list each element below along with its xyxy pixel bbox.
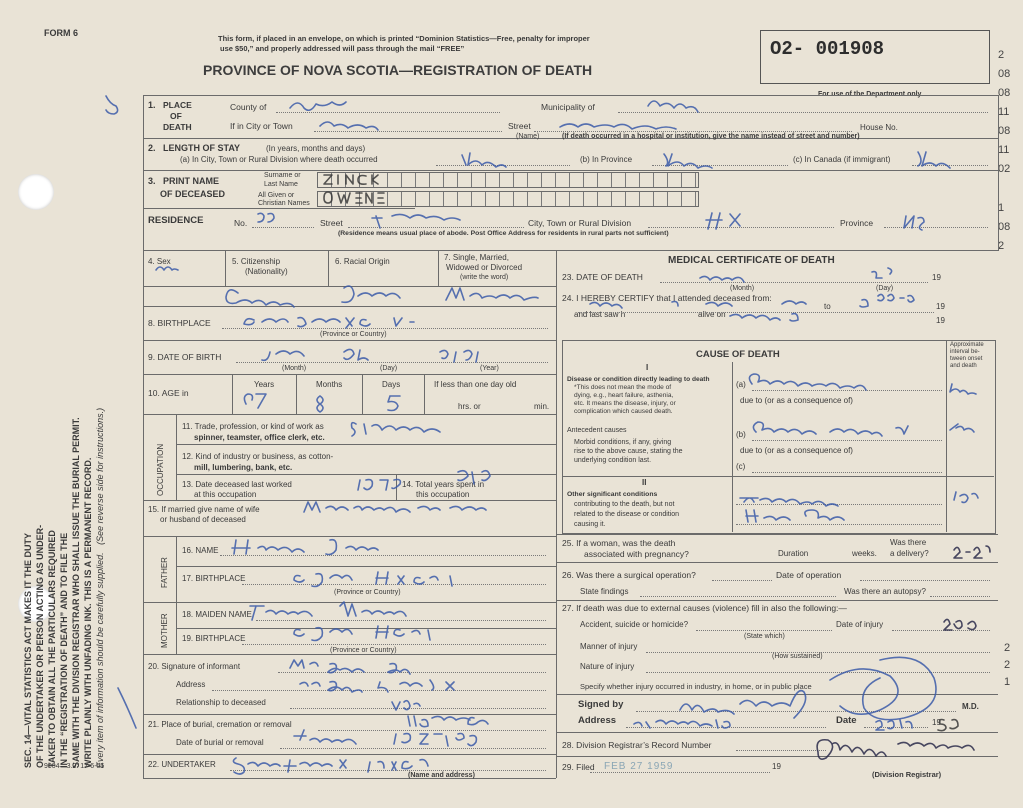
other-conditions-label: Other significant conditions <box>567 491 658 498</box>
line <box>578 312 934 313</box>
rule <box>556 562 998 563</box>
line <box>256 620 546 621</box>
rule <box>562 476 994 477</box>
handwriting-death-date <box>700 268 892 282</box>
handwriting-father-name <box>232 540 378 555</box>
handwriting-sex <box>156 267 178 270</box>
margin-number: 2 <box>1004 659 1011 671</box>
line <box>236 362 548 363</box>
date-operation-label: Date of operation <box>776 570 842 580</box>
line <box>752 440 942 441</box>
side-line: IN THE “REGISTRATION OF DEATH” AND TO FILE THE <box>59 532 69 768</box>
field-18-label: 18. MAIDEN NAME <box>182 610 252 619</box>
state-which-hint: (State which) <box>744 633 785 640</box>
rule <box>176 536 177 602</box>
line <box>222 328 548 329</box>
margin-pen-mark-1 <box>106 96 118 114</box>
dod-day-hint: (Day) <box>876 285 894 292</box>
rule <box>143 754 556 755</box>
other-note-1: contributing to the death, but not <box>574 501 675 508</box>
surname-boxes <box>317 172 699 188</box>
field-24-year-b: 19 <box>936 316 945 325</box>
side-line: Every item of information should be carefully supplied. <box>95 552 105 768</box>
form-title: PROVINCE OF NOVA SCOTIA—REGISTRATION OF DEATH <box>203 62 593 78</box>
manner-label: Manner of injury <box>580 642 638 651</box>
field-7-label-b: Widowed or Divorced <box>446 263 523 272</box>
margin-number: 2 <box>1004 642 1011 654</box>
rule <box>556 756 998 757</box>
field-15-label-b: or husband of deceased <box>160 515 246 524</box>
disease-note-2: dying, e.g., heart failure, asthenia, <box>574 392 674 399</box>
handwriting-age-days <box>388 396 400 411</box>
margin-number: 2 <box>998 240 1005 252</box>
line <box>220 555 546 556</box>
margin-number: 11 <box>998 106 1010 118</box>
handwriting-last-seen <box>730 314 798 321</box>
rule <box>143 778 556 779</box>
margin-number: 02 <box>998 163 1011 175</box>
nature-label: Nature of injury <box>580 662 635 671</box>
rule <box>296 374 297 414</box>
handwriting-street <box>560 124 676 129</box>
side-line: SEC. 14—VITAL STATISTICS ACT MAKES IT THE DUTY <box>23 532 33 768</box>
rule <box>143 714 556 715</box>
residence-no-label: No. <box>234 218 248 228</box>
handwriting-last-worked <box>358 480 400 491</box>
handwriting-racial-origin <box>342 286 400 302</box>
handwriting-cert-date <box>876 720 912 730</box>
handwriting-occupation <box>352 423 441 436</box>
disease-note-4: complication which caused death. <box>574 408 673 415</box>
certifier-address-label: Address <box>578 715 617 726</box>
handwriting-burial <box>408 716 488 727</box>
line <box>912 165 988 166</box>
side-line: WRITE PLAINLY WITH UNFADING INK. THIS IS A PERMANENT RECORD. <box>83 457 93 768</box>
field-17-hint: (Province or Country) <box>334 589 401 596</box>
field-22-label: 22. UNDERTAKER <box>148 760 216 769</box>
field-25-label-a: 25. If a woman, was the death <box>562 538 676 548</box>
field-20-address-label: Address <box>176 680 206 689</box>
rule <box>176 444 556 445</box>
field-1-number: 1. <box>148 100 156 110</box>
rule <box>143 250 998 251</box>
residence-street-label: Street <box>320 218 343 228</box>
field-24-to: to <box>824 302 831 311</box>
line <box>290 708 546 709</box>
line <box>278 672 546 673</box>
certifier-date-label: Date <box>836 715 857 726</box>
antecedent-note-3: underlying condition last. <box>574 457 652 464</box>
envelope-note-2: use $50,” and properly addressed will pass through the mail “FREE” <box>220 44 465 53</box>
antecedent-label: Antecedent causes <box>567 427 627 434</box>
field-24-year-a: 19 <box>936 302 945 311</box>
handwriting-attended-range <box>878 294 914 302</box>
field-11-label-a: 11. Trade, profession, or kind of work as <box>182 422 324 431</box>
field-3-number: 3. <box>148 176 156 186</box>
rule <box>732 362 733 532</box>
handwriting-burial-date <box>294 730 476 746</box>
punch-hole-top <box>18 174 54 210</box>
handwriting-age-years <box>244 394 266 408</box>
field-22-hint: (Name and address) <box>408 772 475 779</box>
rule <box>424 374 425 414</box>
line <box>884 227 988 228</box>
residence-label: RESIDENCE <box>148 215 204 226</box>
field-3-label-a: PRINT NAME <box>163 176 219 186</box>
rule <box>143 536 556 537</box>
disease-note-1: *This does not mean the mode of <box>574 384 672 391</box>
handwriting-injury-date <box>944 619 976 630</box>
autopsy-label: Was there an autopsy? <box>844 587 926 596</box>
margin-numbers-top <box>998 46 1010 256</box>
line <box>640 596 836 597</box>
line <box>314 131 502 132</box>
field-12-label-b: mill, lumbering, bank, etc. <box>194 463 293 472</box>
line <box>276 112 500 113</box>
mother-side-label: MOTHER <box>160 613 169 648</box>
side-footnote-row <box>94 408 106 768</box>
line <box>636 711 956 712</box>
field-13-label-b: at this occupation <box>194 490 257 499</box>
field-25-label-b: associated with pregnancy? <box>584 549 689 559</box>
rule <box>176 414 177 500</box>
interval-header-b: interval be- <box>950 349 980 355</box>
line <box>736 524 942 525</box>
line <box>864 727 928 728</box>
rule <box>143 602 556 603</box>
line <box>736 750 826 751</box>
line <box>736 504 942 505</box>
margin-number: 08 <box>998 221 1011 233</box>
delivery-label-a: Was there <box>890 538 927 547</box>
handwriting-county <box>290 102 346 110</box>
residence-note: (Residence means usual place of abode. Post Office Address for residents in rural parts not sufficient) <box>338 230 669 237</box>
envelope-note-1: This form, if placed in an envelope, on which is printed “Dominion Statistics—Free, penalty for improper <box>218 34 590 43</box>
street-label: Street <box>508 121 531 131</box>
rule <box>946 340 947 532</box>
line <box>242 584 546 585</box>
margin-number: 1 <box>1004 676 1011 688</box>
line <box>860 580 990 581</box>
field-21b-label: Date of burial or removal <box>176 738 264 747</box>
hospital-note: (If death occurred in a hospital or institution, give the name instead of street and number) <box>562 133 860 140</box>
age-days-label: Days <box>382 380 401 389</box>
field-20-relationship-label: Relationship to deceased <box>176 698 266 707</box>
rule <box>143 500 556 501</box>
age-months-label: Months <box>316 380 343 389</box>
division-registrar-label: (Division Registrar) <box>872 770 942 779</box>
field-2b-label: (b) In Province <box>580 155 633 164</box>
state-findings-label: State findings <box>580 587 629 596</box>
certifier-year-prefix: 19 <box>932 718 941 727</box>
field-12-label-a: 12. Kind of industry or business, as cotton- <box>182 452 334 461</box>
dob-month-hint: (Month) <box>282 365 307 372</box>
rule <box>328 250 329 286</box>
rule <box>176 628 556 629</box>
field-1-label-b: OF <box>170 111 182 121</box>
rule <box>143 306 556 307</box>
field-5-label-b: (Nationality) <box>245 267 288 276</box>
surname-label-b: Last Name <box>264 181 298 188</box>
cause-of-death-header: CAUSE OF DEATH <box>696 349 780 360</box>
rule <box>556 694 998 695</box>
rule <box>556 600 998 601</box>
rule <box>176 566 556 567</box>
dob-day-hint: (Day) <box>380 365 398 372</box>
field-29-label: 29. Filed <box>562 762 595 772</box>
dob-year-hint: (Year) <box>480 365 499 372</box>
handwriting-year-59 <box>938 720 958 731</box>
field-24-last-saw: and last saw h <box>574 310 626 319</box>
occupation-side-label: OCCUPATION <box>156 443 165 496</box>
handwriting-house-no <box>258 213 274 222</box>
line <box>280 748 546 749</box>
handwriting-marital <box>446 288 538 300</box>
field-13-label-a: 13. Date deceased last worked <box>182 480 292 489</box>
age-less-label: If less than one day old <box>434 380 517 389</box>
field-26-label: 26. Was there a surgical operation? <box>562 570 696 580</box>
line <box>230 770 546 771</box>
county-label: County of <box>230 102 267 112</box>
side-line: TAKER TO OBTAIN ALL THE PARTICULARS REQUIRED <box>47 530 57 768</box>
house-no-label: House No. <box>860 123 898 132</box>
margin-numbers-bottom <box>1004 640 1010 691</box>
field-24-alive-on: alive on <box>698 310 726 319</box>
handwriting-delivery <box>954 546 990 558</box>
line <box>696 630 832 631</box>
field-27-label: 27. If death was due to external causes (violence) fill in also the following:— <box>562 603 847 613</box>
municipality-label: Municipality of <box>541 102 595 112</box>
cause-c-label: (c) <box>736 462 746 471</box>
interval-header-a: Approximate <box>950 342 984 348</box>
duration-label: Duration <box>778 549 809 558</box>
field-20-label: 20. Signature of informant <box>148 662 241 671</box>
line <box>318 730 546 731</box>
field-2c-label: (c) In Canada (if immigrant) <box>793 155 891 164</box>
field-14-label-a: 14. Total years spent in <box>402 480 485 489</box>
side-line: OF THE UNDERTAKER OR PERSON ACTING AS UNDER- <box>35 524 45 768</box>
registration-number: O2- 001908 <box>770 38 885 60</box>
rule <box>396 474 397 500</box>
line <box>752 472 942 473</box>
field-10-label: 10. AGE in <box>148 388 189 398</box>
field-7-label-a: 7. Single, Married, <box>444 253 509 262</box>
line <box>590 772 770 773</box>
rule <box>556 250 557 778</box>
field-6-label: 6. Racial Origin <box>335 257 390 266</box>
field-19-hint: (Province or Country) <box>330 647 397 654</box>
field-1-label-c: DEATH <box>163 122 192 132</box>
rule <box>143 414 556 415</box>
surname-label-a: Surname or <box>264 172 301 179</box>
residence-province-label: Province <box>840 218 874 228</box>
md-label: M.D. <box>962 702 979 711</box>
rule <box>143 340 556 341</box>
line <box>752 390 942 391</box>
line <box>652 165 788 166</box>
field-8-label: 8. BIRTHPLACE <box>148 318 211 328</box>
rule <box>998 95 999 251</box>
father-side-label: FATHER <box>160 557 169 588</box>
antecedent-note-2: rise to the above cause, stating the <box>574 448 683 455</box>
line <box>436 165 570 166</box>
margin-pen-mark-2 <box>118 688 136 728</box>
field-8-hint: (Province or Country) <box>320 331 387 338</box>
field-2-hint: (In years, months and days) <box>266 144 366 153</box>
antecedent-note-1: Morbid conditions, if any, giving <box>574 439 672 446</box>
name-hint: (Name) <box>516 133 540 140</box>
due-to-b: due to (or as a consequence of) <box>740 446 853 455</box>
delivery-label-b: a delivery? <box>890 549 929 558</box>
given-label-a: All Given or <box>258 192 295 199</box>
rule <box>143 95 144 778</box>
field-1-label-a: PLACE <box>163 100 192 110</box>
roman-one: I <box>646 363 649 372</box>
handwriting-municipality <box>648 101 698 112</box>
weeks-label: weeks. <box>852 549 877 558</box>
age-years-label: Years <box>254 380 275 389</box>
filed-stamp: FEB 27 1959 <box>604 761 674 772</box>
department-use-note: For use of the Department only <box>818 91 922 98</box>
field-28-label: 28. Division Registrar’s Record Number <box>562 740 712 750</box>
medical-certificate-header: MEDICAL CERTIFICATE OF DEATH <box>668 255 835 266</box>
interval-header-d: and death <box>950 363 977 369</box>
age-min-label: min. <box>534 402 550 411</box>
how-sustained-hint: (How sustained) <box>772 653 823 660</box>
margin-number: 2 <box>998 49 1005 61</box>
field-14-label-b: this occupation <box>416 490 470 499</box>
field-9-label: 9. DATE OF BIRTH <box>148 352 222 362</box>
dod-year-prefix: 19 <box>932 273 941 282</box>
handwriting-undertaker <box>233 758 428 774</box>
form-label: FORM 6 <box>44 28 79 38</box>
field-7-label-c: (write the word) <box>460 274 509 281</box>
city-label: If in City or Town <box>230 121 293 131</box>
line <box>648 227 834 228</box>
side-instructions <box>22 408 106 768</box>
interval-header-c: tween onset <box>950 356 983 362</box>
field-19-label: 19. BIRTHPLACE <box>182 634 246 643</box>
rule <box>143 374 556 375</box>
line <box>892 630 990 631</box>
rule <box>438 250 439 286</box>
line <box>626 727 826 728</box>
filed-year-prefix: 19 <box>772 762 781 771</box>
rule <box>143 286 556 287</box>
due-to-a: due to (or as a consequence of) <box>740 396 853 405</box>
disease-note-3: etc. It means the disease, injury, or <box>574 400 676 407</box>
handwriting-birth-date <box>262 349 478 362</box>
field-4-label: 4. Sex <box>148 257 171 266</box>
field-5-label-a: 5. Citizenship <box>232 257 281 266</box>
line <box>348 227 524 228</box>
handwriting-city <box>320 122 378 130</box>
cause-b-label: (b) <box>736 430 746 439</box>
side-line: (See reverse side for instructions.) <box>95 407 105 545</box>
line <box>646 672 990 673</box>
margin-number: 08 <box>998 125 1011 137</box>
handwriting-citizenship <box>226 290 294 307</box>
other-note-2: related to the disease or condition <box>574 511 680 518</box>
field-23-label: 23. DATE OF DEATH <box>562 272 643 282</box>
rule <box>143 654 556 655</box>
field-21-label: 21. Place of burial, cremation or removal <box>148 720 292 729</box>
specify-label: Specify whether injury occurred in industry, in home, or in public place <box>580 682 812 691</box>
field-2-label: LENGTH OF STAY <box>163 143 241 153</box>
field-15-label-a: 15. If married give name of wife <box>148 505 260 514</box>
other-note-3: causing it. <box>574 521 606 528</box>
field-16-label: 16. NAME <box>182 546 219 555</box>
given-label-b: Christian Names <box>258 200 310 207</box>
field-2-number: 2. <box>148 143 156 153</box>
handwriting-mother-name <box>250 602 406 620</box>
accident-label: Accident, suicide or homicide? <box>580 620 689 629</box>
date-injury-label: Date of injury <box>836 620 884 629</box>
side-line: SAME WITH THE DIVISION REGISTRAR WHO SHALL ISSUE THE BURIAL PERMIT. <box>71 417 81 768</box>
rule <box>225 250 226 286</box>
dod-month-hint: (Month) <box>730 285 755 292</box>
line <box>618 112 988 113</box>
field-3-label-b: OF DECEASED <box>160 189 226 199</box>
signed-by-label: Signed by <box>578 699 624 710</box>
line <box>242 644 546 645</box>
rule <box>362 374 363 414</box>
line <box>930 596 990 597</box>
rule <box>556 732 998 733</box>
given-name-boxes <box>317 191 699 207</box>
rule <box>176 474 556 475</box>
margin-number: 08 <box>998 87 1011 99</box>
margin-number: 08 <box>998 68 1011 80</box>
handwriting-age-months <box>317 396 323 412</box>
rule <box>143 95 998 96</box>
field-17-label: 17. BIRTHPLACE <box>182 574 246 583</box>
handwriting-street-res <box>372 214 460 228</box>
field-11-label-b: spinner, teamster, office clerk, etc. <box>194 433 325 442</box>
rule <box>556 534 998 535</box>
line <box>660 282 928 283</box>
margin-number: 1 <box>998 202 1005 214</box>
field-24-label: 24. I HEREBY CERTIFY that I attended deceased from: <box>562 293 772 303</box>
form-code: 9004—3.2: 17-6-55 <box>44 763 105 770</box>
margin-number: 11 <box>998 144 1010 156</box>
line <box>212 690 546 691</box>
line <box>712 580 772 581</box>
handwriting-wife <box>304 502 486 512</box>
line <box>252 227 314 228</box>
handwriting-birthplace <box>244 318 414 328</box>
field-2a-label: (a) In City, Town or Rural Division where death occurred <box>180 155 378 164</box>
residence-city-label: City, Town or Rural Division <box>528 218 632 228</box>
age-hrs-label: hrs. or <box>458 402 481 411</box>
rule <box>232 374 233 414</box>
cause-a-label: (a) <box>736 380 746 389</box>
roman-two: II <box>642 478 647 487</box>
disease-label: Disease or condition directly leading to death <box>567 376 710 383</box>
